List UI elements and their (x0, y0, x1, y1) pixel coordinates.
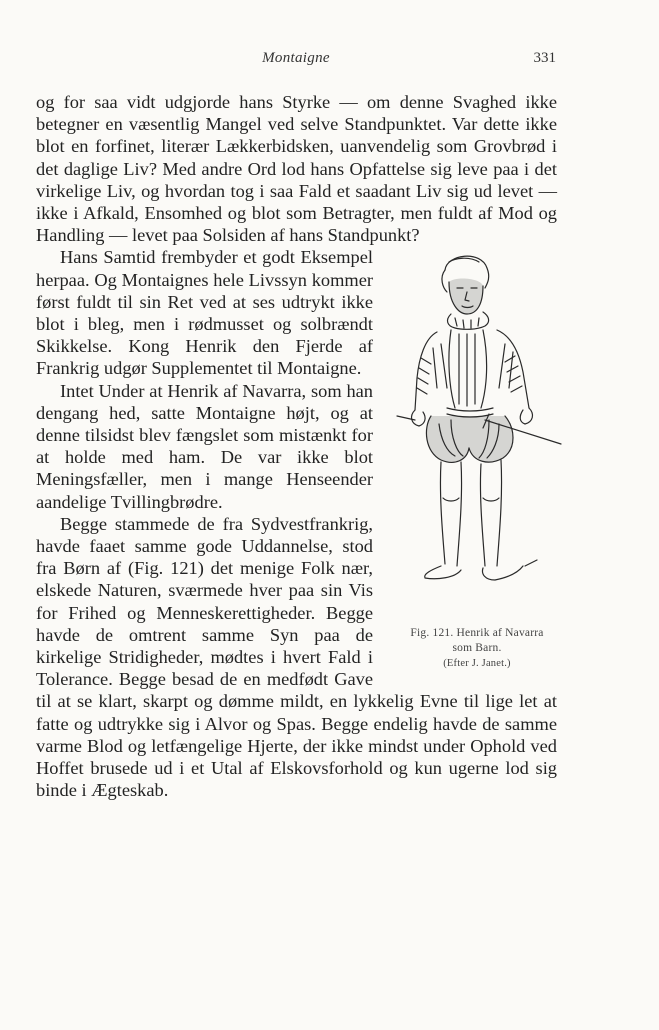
paragraph-3: Intet Under at Henrik af Navarra, som han dengang hed, satte Montaigne højt, og at denne tilsidst blev fængslet som mistænkt for at holde med ham. De var ikke blot Meningsfæller, men i mange Henseender aandelige Tvillingbrødre. (36, 380, 373, 512)
page-header (36, 50, 556, 74)
paragraph-2: Hans Samtid frembyder et godt Eksempel herpaa. Og Montaignes hele Livssyn kommer først fuldt til sin Ret ved at ses udtrykt ikke blot i bleg, men i rødmusset og solbrændt Skikkelse. Kong Henrik den Fjerde af Frankrig udgør Supplementet til Montaigne. (36, 247, 373, 379)
page-number: 331 (533, 50, 556, 66)
caption-line-1: Fig. 121. Henrik af Navarra (410, 627, 544, 640)
henrik-of-navarra-portrait-illustration (385, 248, 565, 620)
paragraph-4: Begge stammede de fra Sydvestfrankrig, havde faaet samme gode Uddannelse, stod fra Børn af (Fig. 121) det menige Folk nær, elskede Naturen, sværmede hver paa sin Vis for Frihed og Menneskerettigheder. Begge havde de omtrent samme Syn paa de kirkelige Stridigheder, mødtes i hvert Fald i Tolerance. Begge besad de en medfødt Gave til at se klart, skarpt og dømme mildt, en lykkelig Evne til lige let at fatte og udtrykke sig i Alvor og Spas. Begge endelig havde de samme varme Blod og letfængelige Hjerte, der ikke mindst under Ophold ved Hoffet brusede ud i et Utal af Elskovsforhold og kun ugerne lod sig binde i Ægteskab. (36, 513, 557, 801)
paragraph-1: og for saa vidt udgjorde hans Styrke — om denne Svaghed ikke betegner en væsentlig Mangel ved selve Standpunktet. Var dette ikke blot en forfinet, literær Lækkerbidsken, uanvendelig som Grovbrød i det daglige Liv? Med andre Ord lod hans Opfattelse sig leve paa i det virkelige Liv, og hvordan tog i saa Fald et saadant Liv sig ud levet — ikke i Afkald, Ensomhed og blot som Betragter, men fuldt af Mod og Handling — levet paa Solsiden af hans Standpunkt? (36, 92, 557, 246)
caption-credit: (Efter J. Janet.) (443, 658, 511, 670)
caption-line-2: som Barn. (452, 642, 502, 655)
figure-121 (385, 248, 565, 680)
figure-caption (389, 626, 565, 671)
running-title: Montaigne (262, 50, 330, 66)
body-text (36, 91, 557, 802)
